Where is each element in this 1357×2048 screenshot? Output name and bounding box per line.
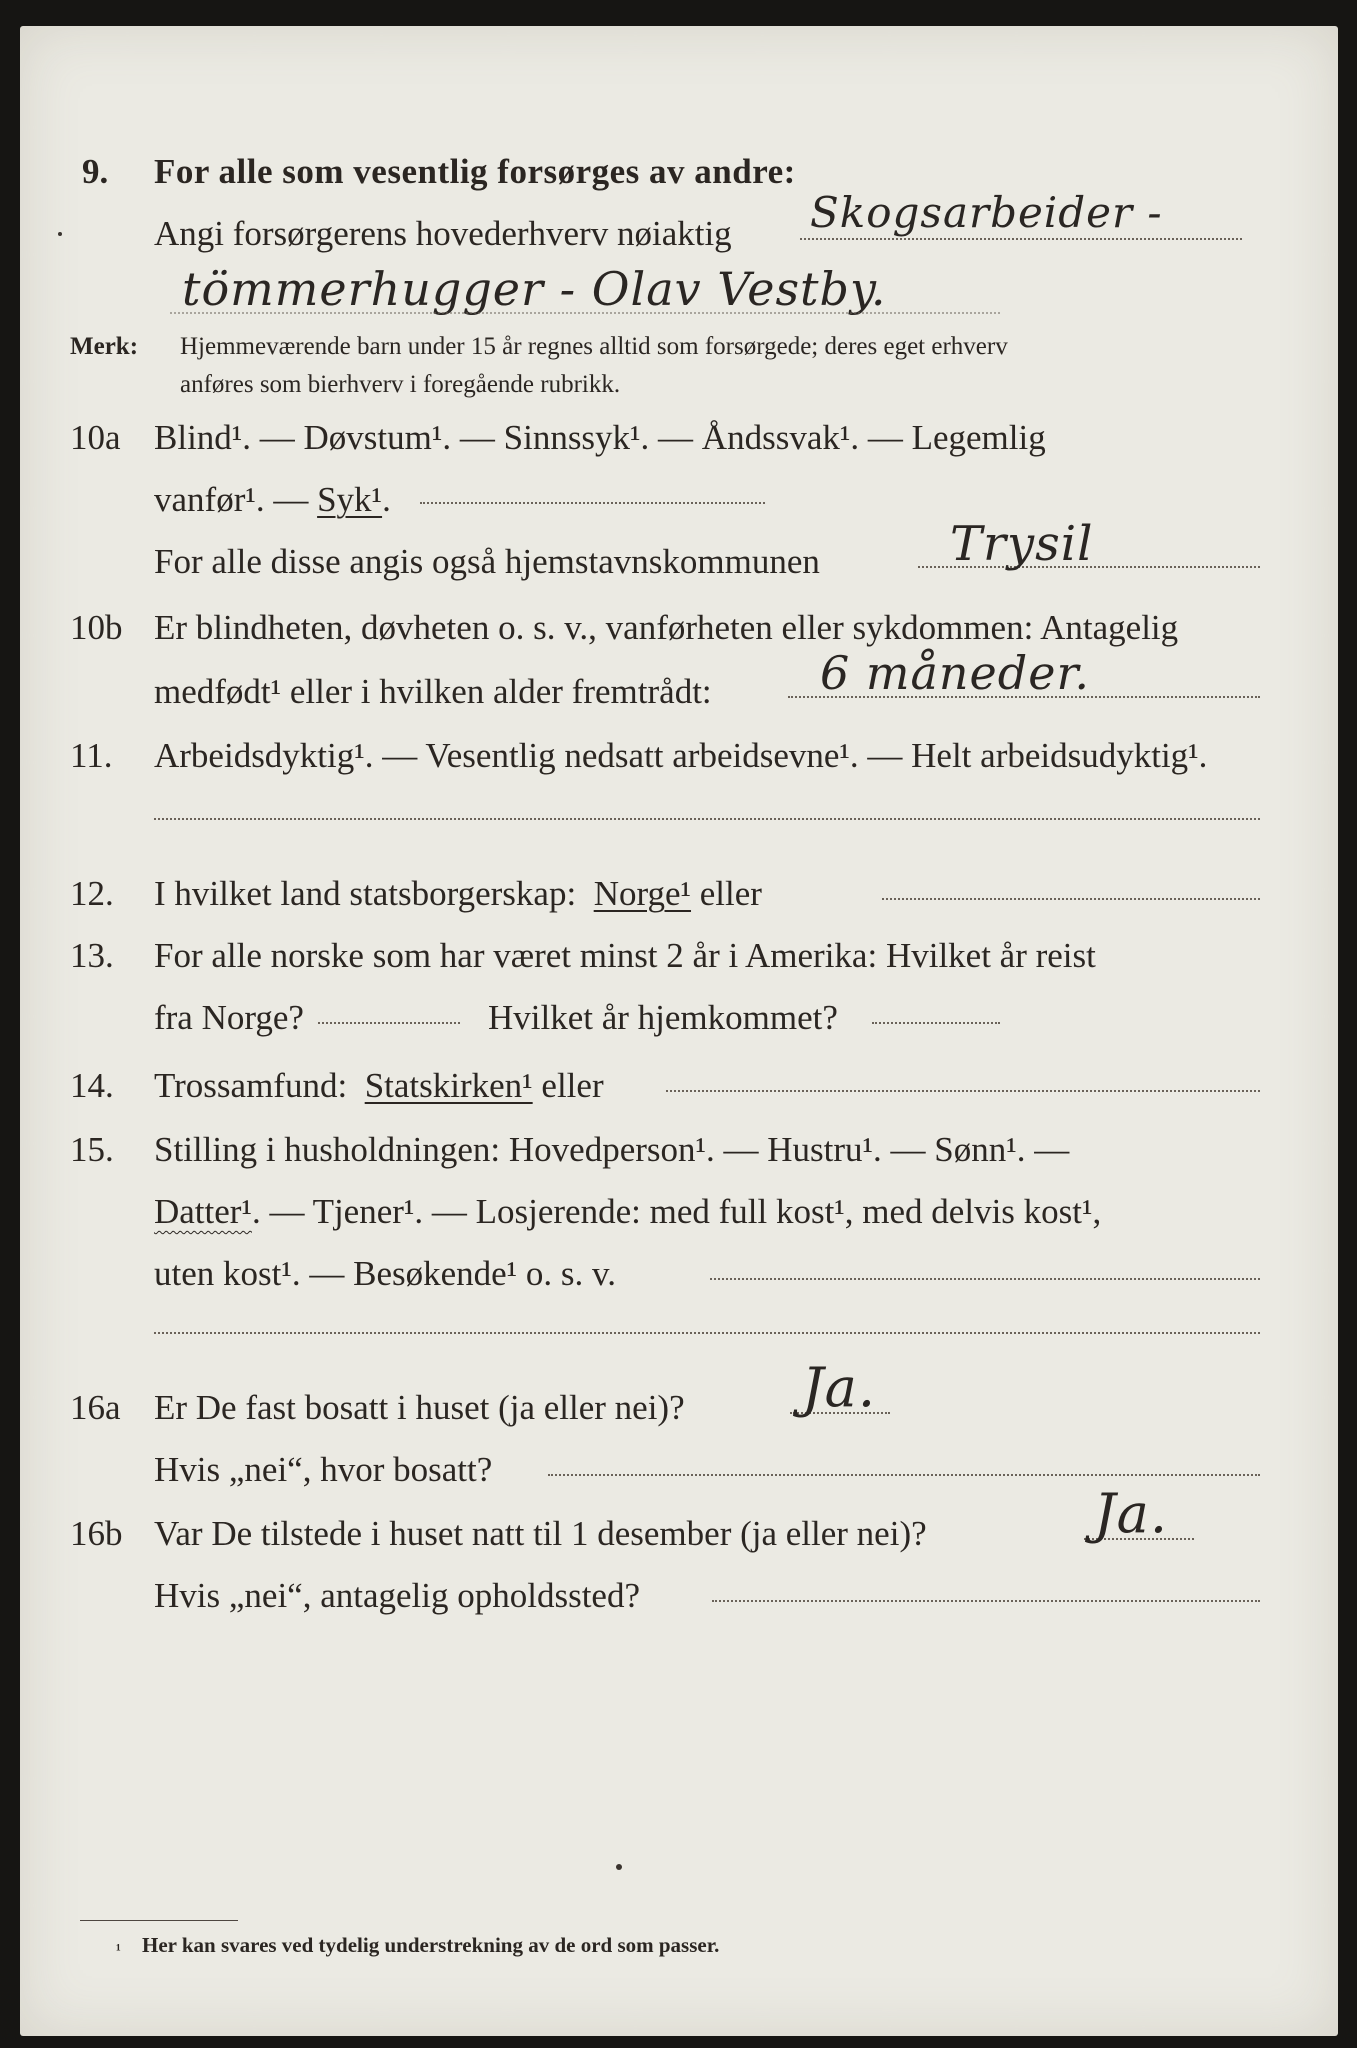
q10b-line-2: medfødt¹ eller i hvilken alder fremtrådt: <box>154 672 712 711</box>
q14-number: 14. <box>70 1066 114 1105</box>
q9-answer-handwriting-1: Skogsarbeider - <box>810 188 1163 237</box>
q9-title: For alle som vesentlig forsørges av andre: <box>154 152 796 191</box>
q16b-answer-handwriting: Ja. <box>1094 1482 1169 1545</box>
q14-text: Trossamfund: <box>154 1066 348 1105</box>
q15-line-2 <box>154 1192 1101 1232</box>
q16b-number: 16b <box>70 1514 123 1553</box>
q10b-line-1: Er blindheten, døvheten o. s. v., vanførheten eller sykdommen: Antagelig <box>154 608 1179 647</box>
q9-number: 9. <box>82 152 109 191</box>
q14-eller: eller <box>541 1066 604 1105</box>
q13-number: 13. <box>70 936 114 975</box>
q13-hjemkommet-line <box>872 1020 1000 1024</box>
q12-number: 12. <box>70 874 114 913</box>
q9-answer-line-2 <box>170 310 1000 314</box>
q11-line-1: Arbeidsdyktig¹. — Vesentlig nedsatt arbeidsevne¹. — Helt arbeidsudyktig¹. <box>154 736 1208 775</box>
q15-line-2-text: . — Tjener¹. — Losjerende: med full kost¹, med delvis kost¹, <box>251 1192 1102 1231</box>
q12-answer-line <box>882 896 1260 900</box>
q16a-number: 16a <box>70 1388 121 1427</box>
q15-number: 15. <box>70 1130 114 1169</box>
q10a-line-2: vanfør¹. — Syk¹. <box>154 480 391 519</box>
footnote-rule <box>80 1920 238 1921</box>
q15-datter-underlined: Datter¹ <box>154 1192 252 1231</box>
q9-prompt: Angi forsørgerens hovederhverv nøiaktig <box>154 214 732 253</box>
q14-line <box>154 1066 604 1106</box>
q12-norge-underlined: Norge¹ <box>593 874 692 913</box>
q10b-answer-handwriting: 6 måneder. <box>820 646 1091 700</box>
merk-line-1: Hjemmeværende barn under 15 år regnes alltid som forsørgede; deres eget erhverv <box>180 333 1008 360</box>
q15-line-1: Stilling i husholdningen: Hovedperson¹. — Hustru¹. — Sønn¹. — <box>154 1130 1070 1169</box>
q10a-line-2-blank <box>420 500 765 504</box>
census-form-page <box>20 26 1338 2036</box>
q10b-number: 10b <box>70 608 123 647</box>
q13-line-1: For alle norske som har været minst 2 år i Amerika: Hvilket år reist <box>154 936 1096 975</box>
q15-answer-line <box>710 1276 1260 1280</box>
q12-eller: eller <box>699 874 762 913</box>
q10a-line-2-text: vanfør¹. — <box>154 480 318 519</box>
q9-answer-handwriting-2: tömmerhugger - Olav Vestby. <box>182 262 887 316</box>
q10a-syk-underlined: Syk¹ <box>317 480 383 519</box>
q10a-line-3: For alle disse angis også hjemstavnskommunen <box>154 542 820 581</box>
q16b-line-2: Hvis „nei“, antagelig opholdssted? <box>154 1576 640 1615</box>
q10a-line-1: Blind¹. — Døvstum¹. — Sinnssyk¹. — Åndssvak¹. — Legemlig <box>154 418 1046 457</box>
q15-answer-line-2 <box>154 1330 1260 1334</box>
q16a-answer-handwriting: Ja. <box>802 1356 877 1419</box>
q13-line-2b: Hvilket år hjemkommet? <box>488 998 838 1037</box>
q10a-number: 10a <box>70 418 121 457</box>
q14-answer-line <box>666 1088 1260 1092</box>
q16a-line-2: Hvis „nei“, hvor bosatt? <box>154 1450 493 1489</box>
paper-speck <box>58 232 62 236</box>
q13-line-2a: fra Norge? <box>154 998 304 1037</box>
q11-number: 11. <box>70 736 113 775</box>
q10a-answer-handwriting: Trysil <box>950 516 1094 572</box>
q16b-opholdssted-line <box>712 1598 1260 1602</box>
q15-line-3: uten kost¹. — Besøkende¹ o. s. v. <box>154 1254 617 1293</box>
merk-label: Merk: <box>70 333 139 360</box>
q16a-bosatt-line <box>548 1472 1260 1476</box>
paper-speck <box>616 1864 622 1870</box>
footnote-text: Her kan svares ved tydelig understrekning av de ord som passer. <box>142 1933 720 1957</box>
q14-statskirken-underlined: Statskirken¹ <box>364 1066 533 1105</box>
footnote-mark: ¹ <box>116 1942 121 1959</box>
q16b-line-1: Var De tilstede i huset natt til 1 desember (ja eller nei)? <box>154 1514 927 1553</box>
q13-reist-line <box>318 1020 460 1024</box>
q16a-line-1: Er De fast bosatt i huset (ja eller nei)? <box>154 1388 685 1427</box>
q11-answer-line <box>154 816 1260 820</box>
merk-line-2: anføres som bierhverv i foregående rubrikk. <box>180 371 621 398</box>
q12-text: I hvilket land statsborgerskap: <box>154 874 577 913</box>
q12-line <box>154 874 762 914</box>
